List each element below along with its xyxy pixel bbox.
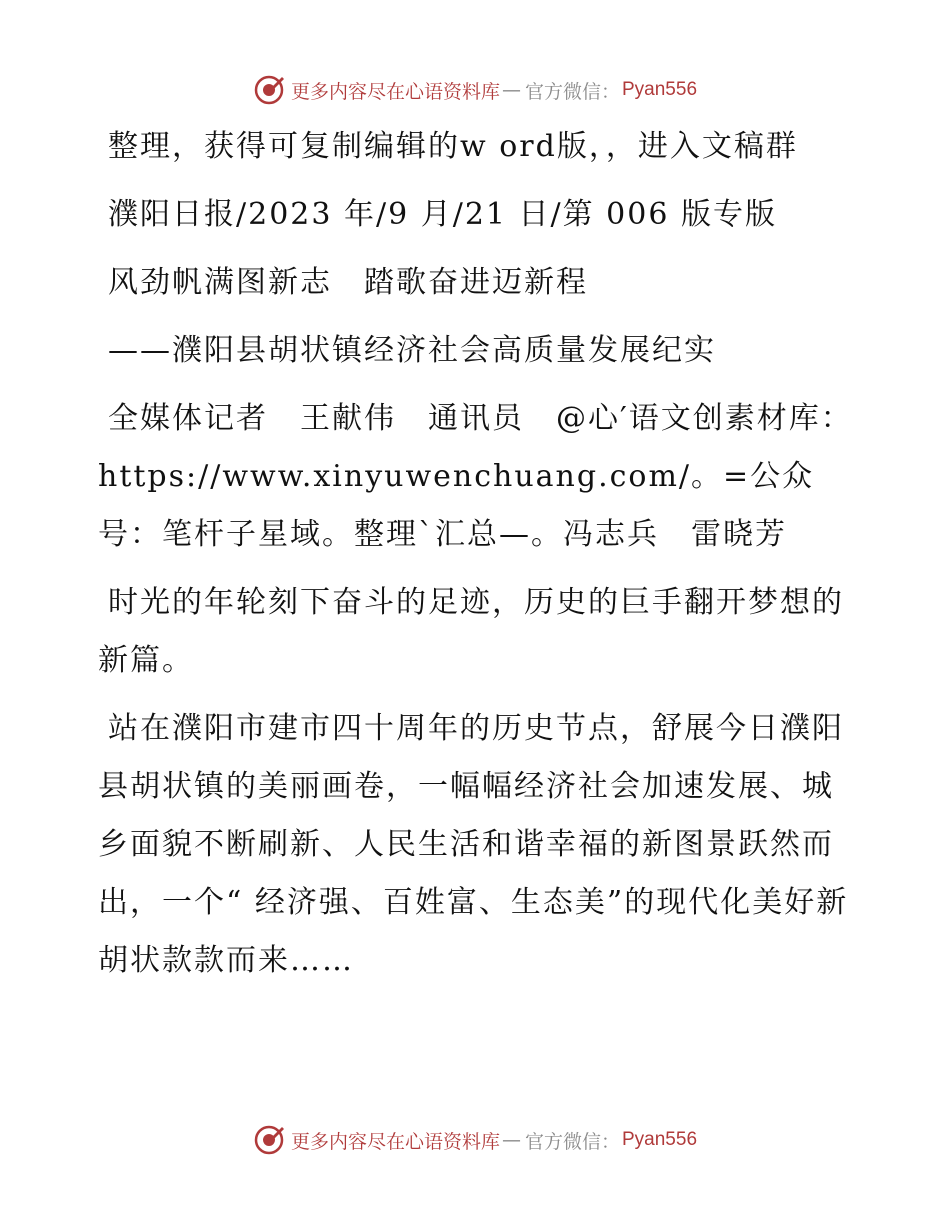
publication-line: 濮阳日报/2023 年/9 月/21 日/第 006 版专版 xyxy=(108,197,777,232)
footer-watermark-banner xyxy=(0,1120,950,1160)
banner-text: 更多内容尽在心语资料库 xyxy=(290,1130,500,1153)
banner-wechat-label: 官方微信： xyxy=(524,1130,620,1153)
body-paragraph-2: 站在濮阳市建市四十周年的历史节点，舒展今日濮阳县胡状镇的美丽画卷，一幅幅经济社会加速发展、城乡面貌不断刷新、人民生活和谐幸福的新图景跃然而出，一个“ 经济强、百姓富、生态美”的现代化美好新胡状款款而来…… xyxy=(98,711,849,978)
article-title: 风劲帆满图新志 踏歌奋进迈新程 xyxy=(108,265,588,300)
banner-wechat-id: Pyan556 xyxy=(622,79,698,100)
body-paragraph-1: 时光的年轮刻下奋斗的足迹，历史的巨手翻开梦想的新篇。 xyxy=(98,585,844,678)
banner-text: 更多内容尽在心语资料库 xyxy=(290,80,500,103)
document-body xyxy=(98,118,858,1000)
banner-separator: — xyxy=(501,79,521,101)
intro-note: 整理，获得可复制编辑的w ord版，，进入文稿群 xyxy=(108,129,798,164)
brand-logo-icon xyxy=(253,1124,285,1156)
banner-separator: — xyxy=(501,1129,521,1151)
banner-wechat-id: Pyan556 xyxy=(622,1129,698,1150)
banner-wechat-label: 官方微信： xyxy=(524,80,620,103)
article-subtitle: ——濮阳县胡状镇经济社会高质量发展纪实 xyxy=(108,333,716,368)
brand-logo-icon xyxy=(253,74,285,106)
byline: 全媒体记者 王献伟 通讯员 @心′语文创素材库：https://www.xinyuwenchuang.com/。=公众号：笔杆子星域。整理`汇总—。冯志兵 雷晓芳 xyxy=(98,401,853,552)
header-watermark-banner xyxy=(0,70,950,110)
